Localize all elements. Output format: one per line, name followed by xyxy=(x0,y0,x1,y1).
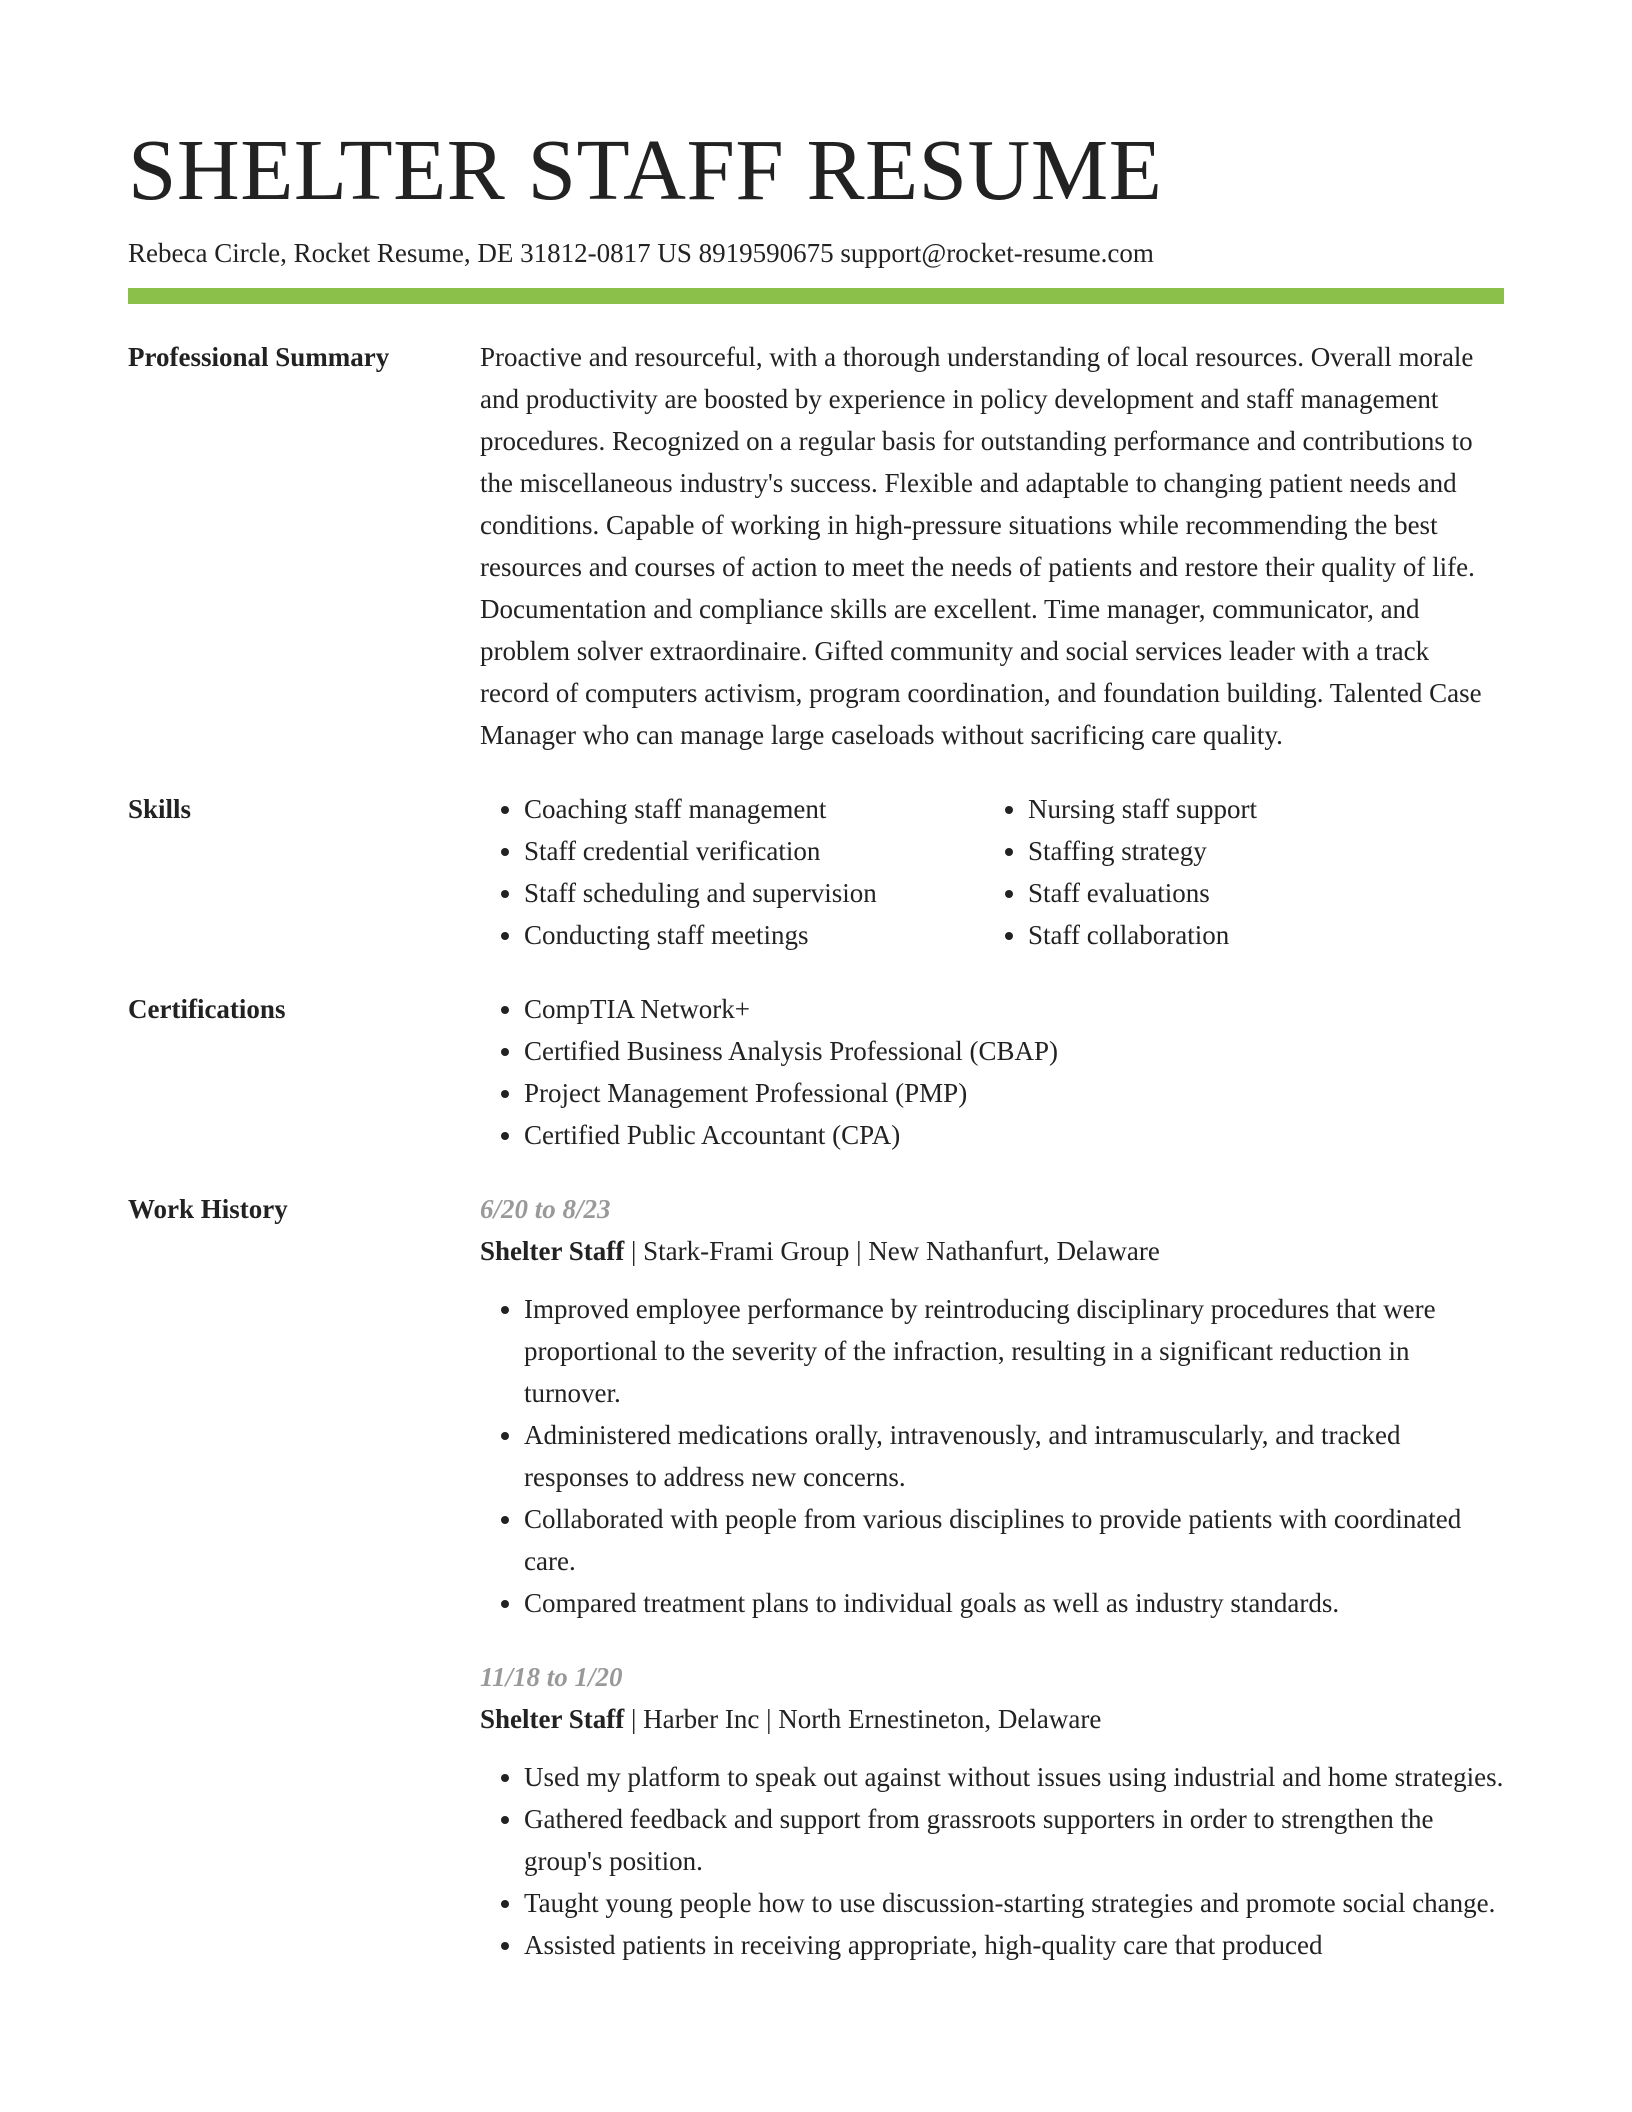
certifications-section xyxy=(128,988,1504,1156)
job-bullet: • Taught young people how to use discussion-starting strategies and promote social change. xyxy=(524,1882,1504,1924)
summary-section xyxy=(128,336,1504,756)
contact-line: Rebeca Circle, Rocket Resume, DE 31812-0817 US 8919590675 support@rocket-resume.com xyxy=(128,238,1154,268)
job-heading xyxy=(480,1230,1504,1272)
job-bullets xyxy=(480,1756,1504,1966)
summary-text: Proactive and resourceful, with a thorough understanding of local resources. Overall morale and productivity are boosted by experience in policy development and staff management procedures. Recognized on a regular basis for outstanding performance and contributions to the miscellaneous industry's success. Flexible and adaptable to changing patient needs and conditions. Capable of working in high-pressure situations while recommending the best resources and courses of action to meet the needs of patients and restore their quality of life. Documentation and compliance skills are excellent. Time manager, communicator, and problem solver extraordinaire. Gifted community and social services leader with a track record of computers activism, program coordination, and foundation building. Talented Case Manager who can manage large caseloads without sacrificing care quality. xyxy=(480,342,1482,750)
skill-item: • Staff credential verification xyxy=(524,830,984,872)
job-bullet: • Used my platform to speak out against without issues using industrial and home strategies. xyxy=(524,1756,1504,1798)
resume-page xyxy=(128,118,1504,1966)
skill-item: • Coaching staff management xyxy=(524,788,984,830)
skills-label: Skills xyxy=(128,794,192,824)
certifications-list xyxy=(480,988,1504,1156)
job-bullet: • Gathered feedback and support from grassroots supporters in order to strengthen the group's position. xyxy=(524,1798,1504,1882)
job-bullets xyxy=(480,1288,1504,1624)
job-date: 6/20 to 8/23 xyxy=(480,1194,611,1224)
skills-column-2 xyxy=(984,788,1488,956)
certifications-label: Certifications xyxy=(128,994,286,1024)
skill-item: • Nursing staff support xyxy=(1028,788,1488,830)
job-bullet: • Compared treatment plans to individual goals as well as industry standards. xyxy=(524,1582,1504,1624)
job-bullet: • Improved employee performance by reintroducing disciplinary procedures that were proportional to the severity of the infraction, resulting in a significant reduction in turnover. xyxy=(524,1288,1504,1414)
accent-divider xyxy=(128,288,1504,304)
work-history-body xyxy=(480,1188,1504,1966)
skill-item: • Staff scheduling and supervision xyxy=(524,872,984,914)
certification-item: • Certified Business Analysis Professional (CBAP) xyxy=(524,1030,1504,1072)
job-title: Shelter Staff xyxy=(480,1236,625,1266)
job-bullet: • Assisted patients in receiving appropriate, high-quality care that produced xyxy=(524,1924,1504,1966)
job-bullet: • Administered medications orally, intravenously, and intramuscularly, and tracked responses to address new concerns. xyxy=(524,1414,1504,1498)
skill-item: • Staff collaboration xyxy=(1028,914,1488,956)
job-details: | Stark-Frami Group | New Nathanfurt, Delaware xyxy=(624,1236,1160,1266)
job-date: 11/18 to 1/20 xyxy=(480,1662,623,1692)
work-history-label: Work History xyxy=(128,1194,288,1224)
certification-item: • Project Management Professional (PMP) xyxy=(524,1072,1504,1114)
skills-section xyxy=(128,788,1504,956)
skill-item: • Staffing strategy xyxy=(1028,830,1488,872)
job-heading xyxy=(480,1698,1504,1740)
skills-body xyxy=(480,788,1504,956)
certification-item: • Certified Public Accountant (CPA) xyxy=(524,1114,1504,1156)
job-entry xyxy=(480,1188,1504,1624)
job-entry xyxy=(480,1656,1504,1966)
skills-grid xyxy=(480,788,1504,956)
skill-item: • Staff evaluations xyxy=(1028,872,1488,914)
skills-column-1 xyxy=(480,788,984,956)
summary-label: Professional Summary xyxy=(128,342,390,372)
skill-item: • Conducting staff meetings xyxy=(524,914,984,956)
certification-item: • CompTIA Network+ xyxy=(524,988,1504,1030)
resume-title: SHELTER STAFF RESUME xyxy=(128,121,1163,218)
job-bullet: • Collaborated with people from various disciplines to provide patients with coordinated care. xyxy=(524,1498,1504,1582)
work-history-section xyxy=(128,1188,1504,1966)
certifications-body xyxy=(480,988,1504,1156)
job-details: | Harber Inc | North Ernestineton, Delaware xyxy=(624,1704,1102,1734)
job-title: Shelter Staff xyxy=(480,1704,625,1734)
